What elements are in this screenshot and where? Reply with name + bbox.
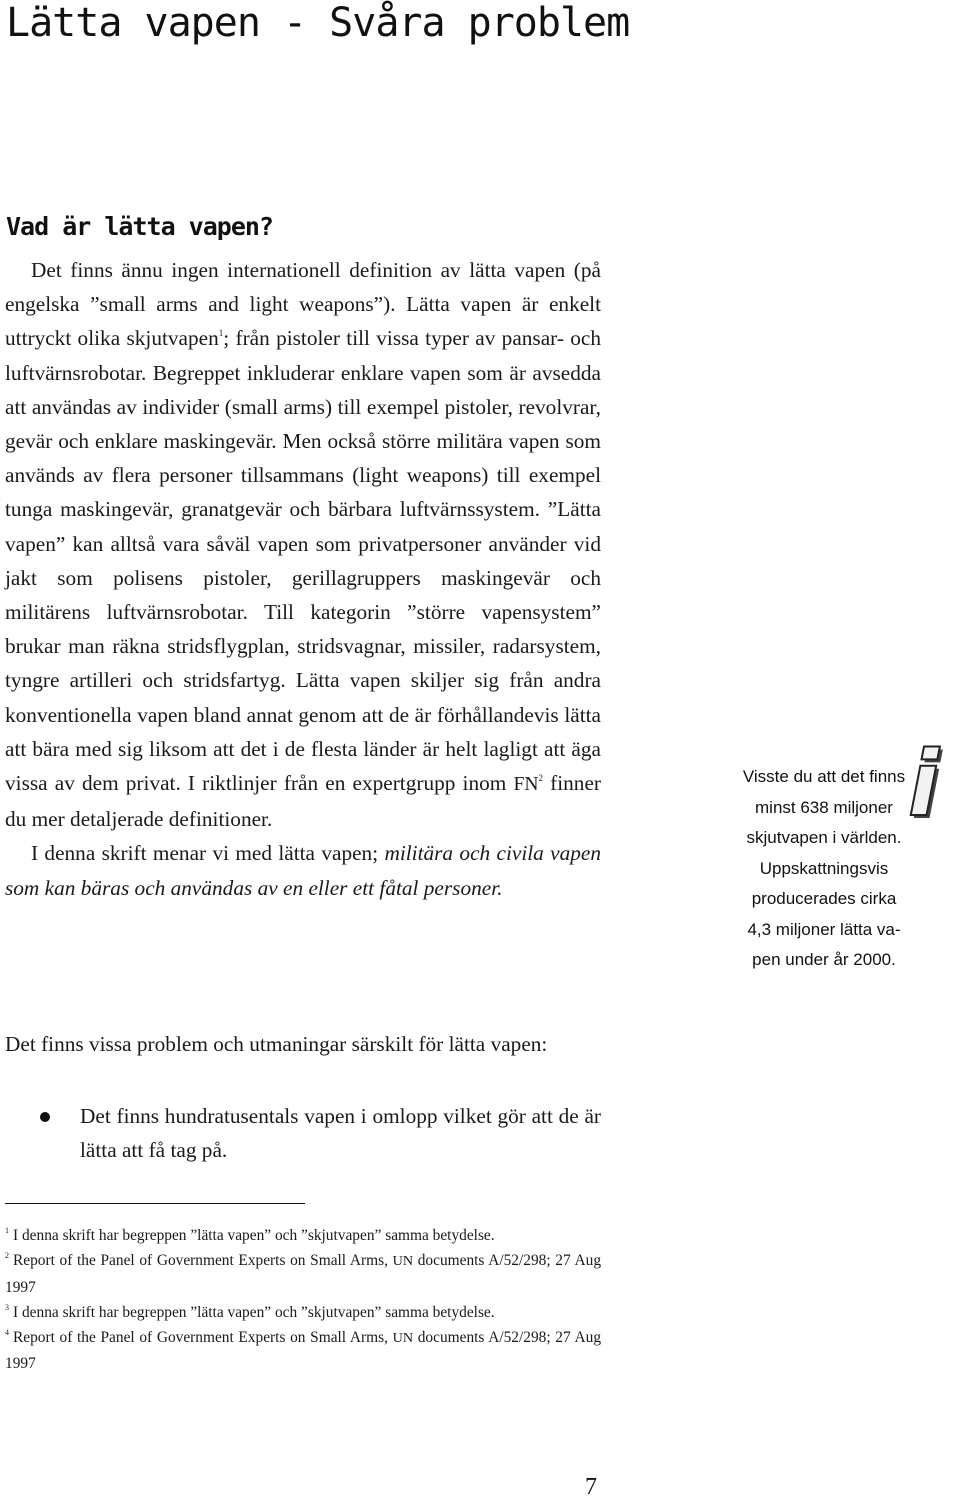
footnote-text: Report of the Panel of Government Experts on Small Arms, xyxy=(13,1252,393,1270)
footnote-number: 1 xyxy=(5,1226,9,1235)
page-number: 7 xyxy=(585,1474,597,1500)
un-abbreviation: UN xyxy=(392,1330,414,1347)
sidebar-line: minst 638 miljoner xyxy=(755,797,893,817)
intro-text-part: ; från pistoler till vissa typer av pansar- och luftvärnsrobotar. Begreppet inkluderar enklare vapen som är avsedda att användas av individer (small arms) till exempel pistoler, revolvrar, gevär och enklare maskingevär. Men också större militära vapen som används av flera personer tillsammans (light weapons) till exempel tunga maskingevär, granatgevär och bärbara luftvärnssystem. ”Lätta vapen” kan alltså vara såväl vapen som privatpersoner använder vid jakt som polisens pistoler, gerillagruppers maskingevär och militärens luftvärnsrobotar. Till kategorin ”större vapensystem” brukar man räkna stridsflygplan, stridsvagnar, missiler, radarsystem, tyngre artilleri och stridsfartyg. Lätta vapen skiljer sig från andra konventionella vapen bland annat genom att de är förhållandevis lätta att bära med sig liksom att det i de flesta länder är helt lagligt att äga vissa av dem privat. I riktlinjer från en expertgrupp inom xyxy=(5,326,601,796)
sidebar-line: pen under år 2000. xyxy=(752,950,896,969)
list-item xyxy=(0,1099,601,1167)
definition-italic: militära och civila vapen som kan bäras och användas av en eller ett fåtal personer. xyxy=(5,841,601,900)
sidebar-line: Visste du att det finns xyxy=(742,767,906,786)
footnote-text: Report of the Panel of Government Experts on Small Arms, xyxy=(13,1329,393,1347)
intro-paragraph-1 xyxy=(5,253,601,836)
footnote-text: I denna skrift har begreppen ”lätta vapen” och ”skjutvapen” samma betydelse. xyxy=(13,1303,495,1321)
footnote-number: 3 xyxy=(5,1302,9,1312)
intro-text-part: I denna skrift menar vi med lätta vapen; xyxy=(31,841,385,866)
footnote-text: documents A/52/298; 27 Aug 1997 xyxy=(5,1252,602,1296)
sidebar-line: producerades cirka xyxy=(751,889,897,908)
page-title: Lätta vapen - Svåra problem xyxy=(6,0,630,46)
sidebar-line: 4,3 miljoner lätta va- xyxy=(747,919,901,939)
bullet-icon xyxy=(40,1112,50,1122)
footnote-divider xyxy=(5,1203,305,1204)
intro-text xyxy=(5,253,601,905)
intro-text-part: Det finns ännu ingen internationell definition av lätta vapen (på engelska ”small arms and light weapons”). Lätta vapen är enkelt uttryckt olika skjutvapen xyxy=(5,258,601,351)
info-icon: i xyxy=(908,732,939,837)
intro-paragraph-2 xyxy=(5,836,601,904)
footnote-ref-2[interactable]: 2 xyxy=(538,773,543,784)
intro-text-part: finner du mer detaljerade definitioner. xyxy=(5,771,601,832)
section-heading: Vad är lätta vapen? xyxy=(6,212,273,241)
sidebar-line: skjutvapen i världen. xyxy=(746,828,902,847)
problems-intro: Det finns vissa problem och utmaningar särskilt för lätta vapen: xyxy=(5,1032,548,1056)
footnote-number: 2 xyxy=(5,1251,9,1261)
problems-list xyxy=(0,1099,601,1167)
footnote xyxy=(5,1248,601,1300)
footnote xyxy=(5,1223,601,1248)
footnote xyxy=(5,1325,601,1377)
fact-sidebar xyxy=(714,762,934,976)
footnotes xyxy=(5,1223,601,1377)
un-abbreviation: UN xyxy=(392,1253,414,1270)
footnote-number: 4 xyxy=(5,1328,9,1338)
fn-abbreviation: FN xyxy=(513,774,539,796)
sidebar-line: Uppskattningsvis xyxy=(759,858,889,878)
footnote-text: I denna skrift har begreppen ”lätta vapen” och ”skjutvapen” samma betydelse. xyxy=(13,1227,495,1244)
footnote-text: documents A/52/298; 27 Aug 1997 xyxy=(5,1329,602,1373)
footnote xyxy=(5,1300,601,1325)
list-item-text: Det finns hundratusentals vapen i omlopp vilket gör att de är lätta att få tag på. xyxy=(80,1104,601,1163)
footnote-ref-1[interactable]: 1 xyxy=(218,328,224,339)
